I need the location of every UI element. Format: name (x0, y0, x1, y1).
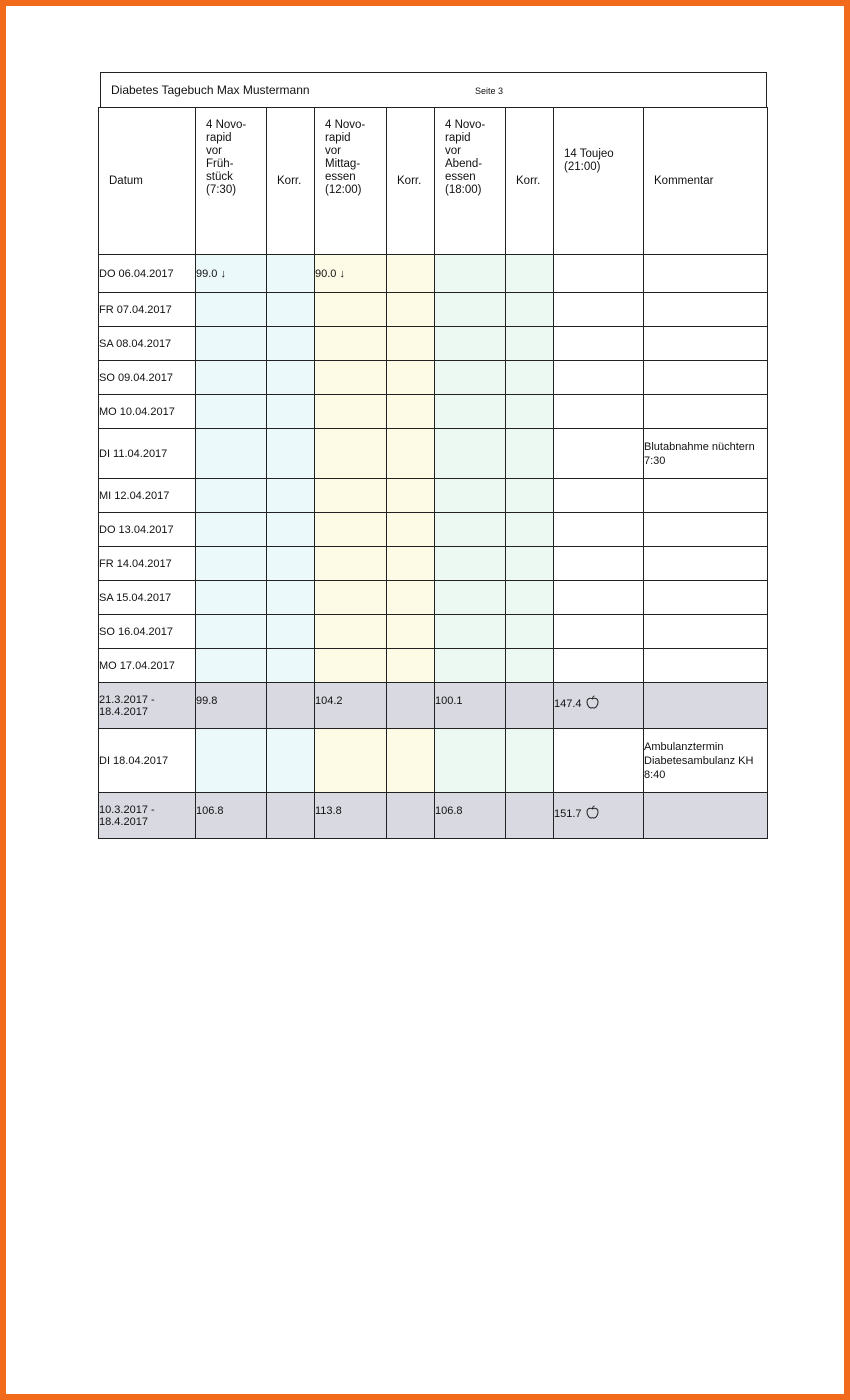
korr-breakfast-cell (267, 395, 315, 429)
col-breakfast-line: 4 Novo- (206, 119, 247, 131)
date-cell: SA 15.04.2017 (99, 581, 196, 615)
korr-breakfast-cell (267, 479, 315, 513)
korr-breakfast-cell (267, 293, 315, 327)
korr-dinner-cell (506, 327, 554, 361)
dinner-cell (435, 547, 506, 581)
col-lunch-line: 4 Novo- (325, 119, 366, 131)
korr-breakfast-cell (267, 793, 315, 839)
col-korr-dinner: Korr. (506, 108, 554, 255)
comment-cell: Blutabnahme nüchtern 7:30 (644, 429, 768, 479)
dinner-cell (435, 361, 506, 395)
comment-cell (644, 327, 768, 361)
korr-lunch-cell (387, 547, 435, 581)
table-row (99, 581, 768, 615)
toujeo-cell (554, 429, 644, 479)
toujeo-cell (554, 729, 644, 793)
korr-breakfast-cell (267, 649, 315, 683)
korr-breakfast-cell (267, 429, 315, 479)
lunch-cell: 90.0 ↓ (315, 255, 387, 293)
toujeo-cell (554, 255, 644, 293)
col-dinner-line: essen (445, 171, 476, 183)
korr-dinner-cell (506, 479, 554, 513)
korr-lunch-cell (387, 293, 435, 327)
table-row (99, 395, 768, 429)
toujeo-cell (554, 547, 644, 581)
table-row (99, 513, 768, 547)
date-cell: SO 16.04.2017 (99, 615, 196, 649)
col-datum: Datum (99, 108, 196, 255)
col-lunch (315, 108, 387, 255)
korr-breakfast-cell (267, 547, 315, 581)
dinner-cell (435, 429, 506, 479)
toujeo-cell (554, 649, 644, 683)
korr-lunch-cell (387, 793, 435, 839)
comment-cell (644, 395, 768, 429)
table-row (99, 293, 768, 327)
col-breakfast-line: Früh- (206, 158, 234, 170)
comment-cell (644, 479, 768, 513)
korr-breakfast-cell (267, 361, 315, 395)
lunch-cell (315, 513, 387, 547)
col-breakfast-line: stück (206, 171, 233, 183)
diary-title: Diabetes Tagebuch Max Mustermann (111, 83, 310, 97)
dinner-cell (435, 479, 506, 513)
toujeo-cell (554, 361, 644, 395)
comment-cell (644, 615, 768, 649)
korr-dinner-cell (506, 395, 554, 429)
breakfast-cell: 99.8 (196, 683, 267, 729)
lunch-cell (315, 293, 387, 327)
dinner-cell (435, 649, 506, 683)
col-korr-lunch: Korr. (387, 108, 435, 255)
date-cell: DO 13.04.2017 (99, 513, 196, 547)
korr-breakfast-cell (267, 327, 315, 361)
toujeo-cell (554, 683, 644, 729)
comment-cell (644, 547, 768, 581)
korr-dinner-cell (506, 615, 554, 649)
korr-lunch-cell (387, 361, 435, 395)
summary-row (99, 683, 768, 729)
col-toujeo (554, 108, 644, 255)
col-lunch-line: rapid (325, 132, 351, 144)
dinner-cell (435, 293, 506, 327)
date-cell: SA 08.04.2017 (99, 327, 196, 361)
col-dinner-line: Abend- (445, 158, 483, 170)
korr-dinner-cell (506, 649, 554, 683)
korr-dinner-cell (506, 683, 554, 729)
breakfast-cell (196, 581, 267, 615)
breakfast-cell (196, 429, 267, 479)
comment-cell (644, 293, 768, 327)
toujeo-cell (554, 581, 644, 615)
toujeo-cell (554, 513, 644, 547)
diary-table (98, 107, 768, 839)
toujeo-cell (554, 293, 644, 327)
toujeo-cell (554, 793, 644, 839)
col-breakfast (196, 108, 267, 255)
dinner-cell (435, 327, 506, 361)
toujeo-value: 147.4 (554, 698, 582, 710)
korr-dinner-cell (506, 729, 554, 793)
breakfast-cell (196, 361, 267, 395)
korr-lunch-cell (387, 581, 435, 615)
table-row (99, 327, 768, 361)
table-row (99, 429, 768, 479)
lunch-cell (315, 729, 387, 793)
korr-lunch-cell (387, 395, 435, 429)
table-row (99, 255, 768, 293)
breakfast-cell (196, 649, 267, 683)
lunch-cell (315, 615, 387, 649)
breakfast-cell (196, 615, 267, 649)
apple-icon (586, 805, 599, 819)
date-cell: DO 06.04.2017 (99, 255, 196, 293)
col-comment: Kommentar (644, 108, 768, 255)
korr-dinner-cell (506, 581, 554, 615)
lunch-cell (315, 581, 387, 615)
table-row (99, 361, 768, 395)
korr-breakfast-cell (267, 581, 315, 615)
dinner-cell: 106.8 (435, 793, 506, 839)
lunch-cell (315, 395, 387, 429)
comment-cell (644, 793, 768, 839)
breakfast-cell (196, 327, 267, 361)
dinner-cell (435, 395, 506, 429)
col-lunch-line: Mittag- (325, 158, 361, 170)
date-cell: MI 12.04.2017 (99, 479, 196, 513)
breakfast-cell (196, 395, 267, 429)
toujeo-cell (554, 615, 644, 649)
col-dinner-line: (18:00) (445, 184, 482, 196)
breakfast-cell (196, 729, 267, 793)
comment-cell (644, 361, 768, 395)
dinner-cell (435, 729, 506, 793)
breakfast-cell (196, 293, 267, 327)
lunch-cell: 113.8 (315, 793, 387, 839)
lunch-cell (315, 479, 387, 513)
comment-cell: Ambulanztermin Diabetesambulanz KH 8:40 (644, 729, 768, 793)
korr-breakfast-cell (267, 729, 315, 793)
korr-lunch-cell (387, 649, 435, 683)
korr-breakfast-cell (267, 513, 315, 547)
lunch-cell (315, 327, 387, 361)
korr-dinner-cell (506, 547, 554, 581)
comment-cell (644, 255, 768, 293)
date-cell: FR 07.04.2017 (99, 293, 196, 327)
summary-row (99, 793, 768, 839)
korr-lunch-cell (387, 683, 435, 729)
comment-cell (644, 513, 768, 547)
korr-lunch-cell (387, 513, 435, 547)
title-bar (100, 72, 767, 108)
breakfast-cell (196, 513, 267, 547)
col-lunch-line: (12:00) (325, 184, 362, 196)
col-lunch-line: vor (325, 145, 341, 157)
toujeo-cell (554, 395, 644, 429)
comment-cell (644, 649, 768, 683)
dinner-cell: 100.1 (435, 683, 506, 729)
lunch-cell (315, 547, 387, 581)
korr-breakfast-cell (267, 683, 315, 729)
col-breakfast-line: vor (206, 145, 222, 157)
table-row (99, 547, 768, 581)
date-cell: MO 17.04.2017 (99, 649, 196, 683)
korr-dinner-cell (506, 429, 554, 479)
korr-breakfast-cell (267, 255, 315, 293)
comment-cell (644, 581, 768, 615)
dinner-cell (435, 615, 506, 649)
date-cell: 21.3.2017 - 18.4.2017 (99, 683, 196, 729)
lunch-cell (315, 361, 387, 395)
date-cell: DI 18.04.2017 (99, 729, 196, 793)
dinner-cell (435, 255, 506, 293)
lunch-cell: 104.2 (315, 683, 387, 729)
table-row (99, 615, 768, 649)
col-dinner-line: rapid (445, 132, 471, 144)
date-cell: DI 11.04.2017 (99, 429, 196, 479)
korr-dinner-cell (506, 793, 554, 839)
col-dinner (435, 108, 506, 255)
table-row (99, 729, 768, 793)
breakfast-cell: 99.0 ↓ (196, 255, 267, 293)
table-row (99, 479, 768, 513)
col-lunch-line: essen (325, 171, 356, 183)
apple-icon (586, 695, 599, 709)
korr-dinner-cell (506, 255, 554, 293)
breakfast-cell (196, 547, 267, 581)
korr-dinner-cell (506, 513, 554, 547)
date-cell: MO 10.04.2017 (99, 395, 196, 429)
date-cell: 10.3.2017 - 18.4.2017 (99, 793, 196, 839)
toujeo-value: 151.7 (554, 808, 582, 820)
date-cell: SO 09.04.2017 (99, 361, 196, 395)
header-row (99, 108, 768, 255)
breakfast-cell (196, 479, 267, 513)
korr-lunch-cell (387, 479, 435, 513)
korr-lunch-cell (387, 255, 435, 293)
comment-cell (644, 683, 768, 729)
page-number: Seite 3 (475, 86, 504, 96)
breakfast-cell: 106.8 (196, 793, 267, 839)
korr-lunch-cell (387, 327, 435, 361)
dinner-cell (435, 581, 506, 615)
lunch-cell (315, 429, 387, 479)
lunch-cell (315, 649, 387, 683)
dinner-cell (435, 513, 506, 547)
col-breakfast-line: (7:30) (206, 184, 237, 196)
korr-breakfast-cell (267, 615, 315, 649)
col-toujeo-line: 14 Toujeo (564, 148, 614, 160)
korr-dinner-cell (506, 293, 554, 327)
col-korr-breakfast: Korr. (267, 108, 315, 255)
korr-dinner-cell (506, 361, 554, 395)
col-dinner-line: vor (445, 145, 461, 157)
toujeo-cell (554, 327, 644, 361)
date-cell: FR 14.04.2017 (99, 547, 196, 581)
col-dinner-line: 4 Novo- (445, 119, 486, 131)
col-toujeo-line: (21:00) (564, 161, 601, 173)
table-row (99, 649, 768, 683)
korr-lunch-cell (387, 615, 435, 649)
toujeo-cell (554, 479, 644, 513)
col-breakfast-line: rapid (206, 132, 232, 144)
korr-lunch-cell (387, 429, 435, 479)
korr-lunch-cell (387, 729, 435, 793)
